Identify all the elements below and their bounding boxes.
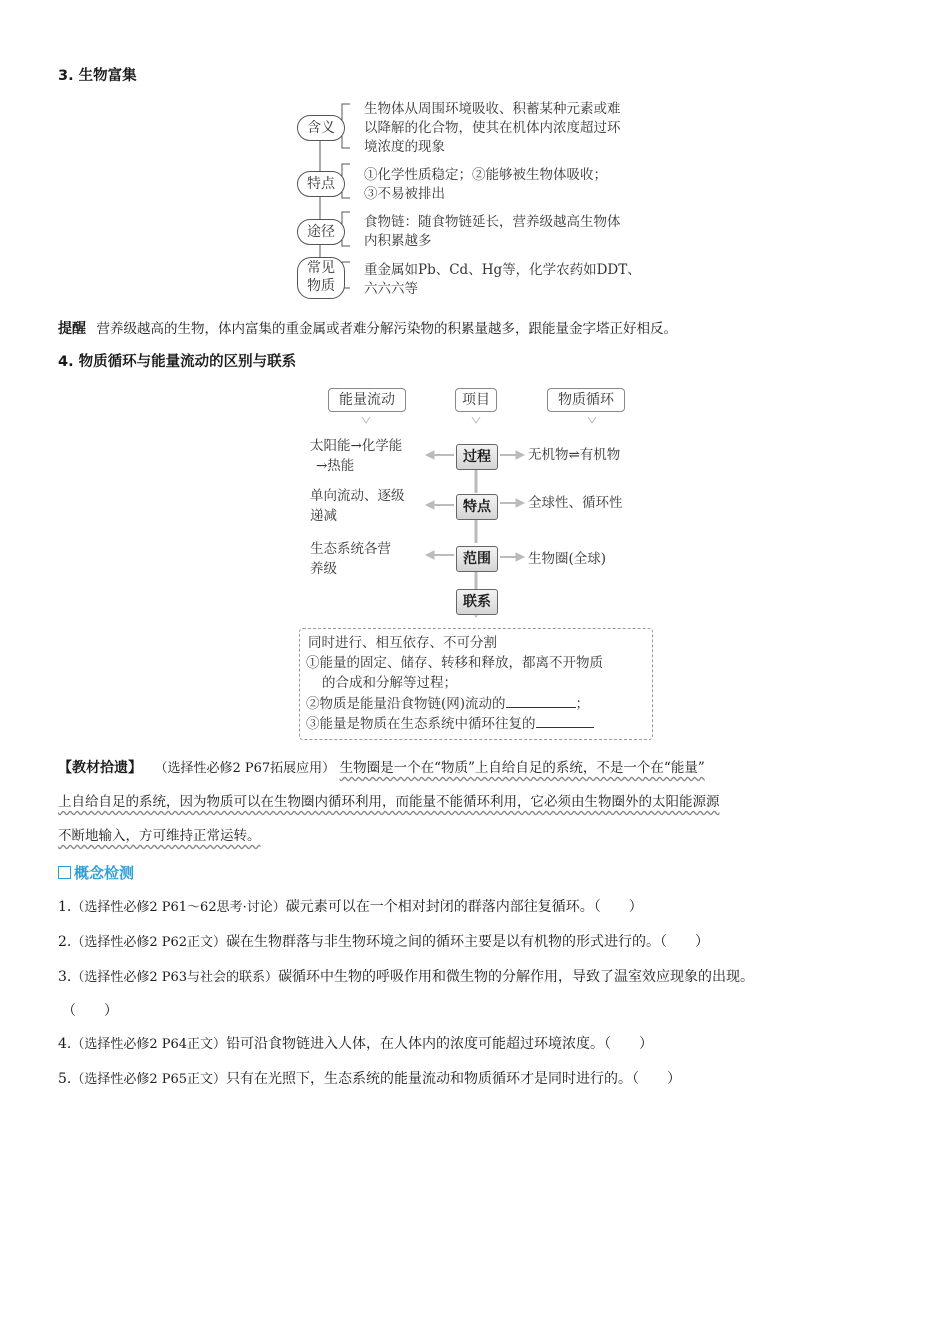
question-5	[58, 1068, 681, 1088]
square-icon	[58, 866, 71, 879]
feature-energy-line-2: 递减	[310, 508, 337, 524]
answer-blank-2[interactable]	[536, 713, 594, 728]
textbook-text-1: 生物圈是一个在“物质”上自给自足的系统，不是一个在“能量”	[339, 760, 705, 776]
box-relation: 联系	[456, 589, 498, 615]
question-2-text: 碳在生物群落与非生物环境之间的循环主要是以有机物的形式进行的。（ ）	[226, 934, 710, 950]
question-4-text: 铅可沿食物链进入人体，在人体内的浓度可能超过环境浓度。（ ）	[226, 1036, 654, 1052]
question-2-source: （选择性必修2 P62正文）	[71, 935, 227, 950]
tip-text: 营养级越高的生物，体内富集的重金属或者难分解污染物的积累量越多，跟能量金字塔正好相反。	[96, 321, 677, 337]
textbook-line-1	[58, 756, 705, 777]
meaning-line-1: 生物体从周围环境吸收、积蓄某种元素或难	[364, 101, 621, 117]
question-3-source: （选择性必修2 P63与社会的联系）	[71, 970, 279, 985]
box-feature: 特点	[456, 494, 498, 520]
question-2	[58, 931, 709, 951]
common-line-1: 重金属如Pb、Cd、Hg等，化学农药如DDT、	[364, 262, 641, 278]
question-3	[58, 966, 754, 986]
relation-line-3: 的合成和分解等过程；	[322, 675, 457, 691]
box-scope: 范围	[456, 546, 498, 572]
process-matter: 无机物⇌有机物	[528, 447, 621, 463]
section-4-title: 4. 物质循环与能量流动的区别与联系	[58, 354, 297, 370]
question-5-num: 5.	[58, 1071, 72, 1087]
feature-line-1: ①化学性质稳定；②能够被生物体吸收；	[364, 167, 607, 183]
process-energy-line-1: 太阳能→化学能	[310, 438, 403, 454]
feature-energy-line-1: 单向流动、逐级	[310, 488, 405, 504]
meaning-line-2: 以降解的化合物，使其在机体内浓度超过环	[364, 120, 621, 136]
textbook-text-2: 上自给自足的系统，因为物质可以在生物圈内循环利用，而能量不能循环利用，它必须由生物圈外的太阳能源源	[58, 794, 720, 810]
section-3-title: 3. 生物富集	[58, 68, 137, 84]
header-item: 项目	[455, 388, 497, 412]
label-common-substances	[297, 257, 345, 299]
common-line-2: 六六六等	[364, 281, 418, 297]
label-feature: 特点	[297, 171, 345, 197]
relation-line-2: ①能量的固定、储存、转移和释放，都离不开物质	[306, 655, 603, 671]
question-1-text: 碳元素可以在一个相对封闭的群落内部往复循环。（ ）	[285, 899, 643, 915]
question-4	[58, 1033, 653, 1053]
relation-line-4-end: ；	[575, 696, 590, 712]
pathway-line-1: 食物链：随食物链延长，营养级越高生物体	[364, 214, 621, 230]
answer-blank-1[interactable]	[506, 693, 576, 708]
tip-label: 提醒	[58, 321, 86, 337]
textbook-label: 【教材拾遗】	[58, 760, 142, 776]
relation-line-5-text: ③能量是物质在生态系统中循环往复的	[306, 716, 536, 732]
concept-check-title: 概念检测	[74, 864, 135, 882]
pathway-line-2: 内积累越多	[364, 233, 432, 249]
tip	[58, 317, 677, 338]
relation-line-5	[306, 713, 594, 734]
question-3-num: 3.	[58, 969, 72, 985]
question-3-answer: （ ）	[62, 1003, 118, 1019]
question-2-num: 2.	[58, 934, 72, 950]
concept-check-header	[58, 862, 134, 883]
textbook-source: （选择性必修2 P67拓展应用）	[154, 761, 336, 776]
textbook-text-3: 不断地输入，方可维持正常运转。	[58, 828, 261, 844]
question-3-text: 碳循环中生物的呼吸作用和微生物的分解作用，导致了温室效应现象的出现。	[278, 969, 755, 985]
question-5-source: （选择性必修2 P65正文）	[71, 1072, 227, 1087]
header-energy-flow: 能量流动	[328, 388, 406, 412]
question-1	[58, 896, 643, 916]
label-pathway: 途径	[297, 219, 345, 245]
question-4-source: （选择性必修2 P64正文）	[71, 1037, 227, 1052]
label-meaning: 含义	[297, 115, 345, 141]
question-4-num: 4.	[58, 1036, 72, 1052]
common-label-line-2: 物质	[307, 277, 335, 294]
question-5-text: 只有在光照下，生态系统的能量流动和物质循环才是同时进行的。（ ）	[226, 1071, 682, 1087]
process-energy-line-2: →热能	[316, 458, 355, 474]
relation-line-1: 同时进行、相互依存、不可分割	[308, 635, 497, 651]
relation-line-4	[306, 693, 589, 714]
meaning-line-3: 境浓度的现象	[364, 139, 445, 155]
box-process: 过程	[456, 444, 498, 470]
common-label-line-1: 常见	[307, 260, 335, 276]
question-1-source: （选择性必修2 P61～62思考·讨论）	[71, 900, 286, 915]
relation-box	[299, 628, 653, 740]
feature-line-2: ③不易被排出	[364, 186, 445, 202]
scope-matter: 生物圈(全球)	[528, 551, 607, 567]
scope-energy-line-2: 养级	[310, 561, 337, 577]
scope-energy-line-1: 生态系统各营	[310, 541, 391, 557]
question-1-num: 1.	[58, 899, 72, 915]
relation-line-4-text: ②物质是能量沿食物链(网)流动的	[306, 696, 506, 712]
feature-matter: 全球性、循环性	[528, 495, 623, 511]
header-matter-cycle: 物质循环	[547, 388, 625, 412]
